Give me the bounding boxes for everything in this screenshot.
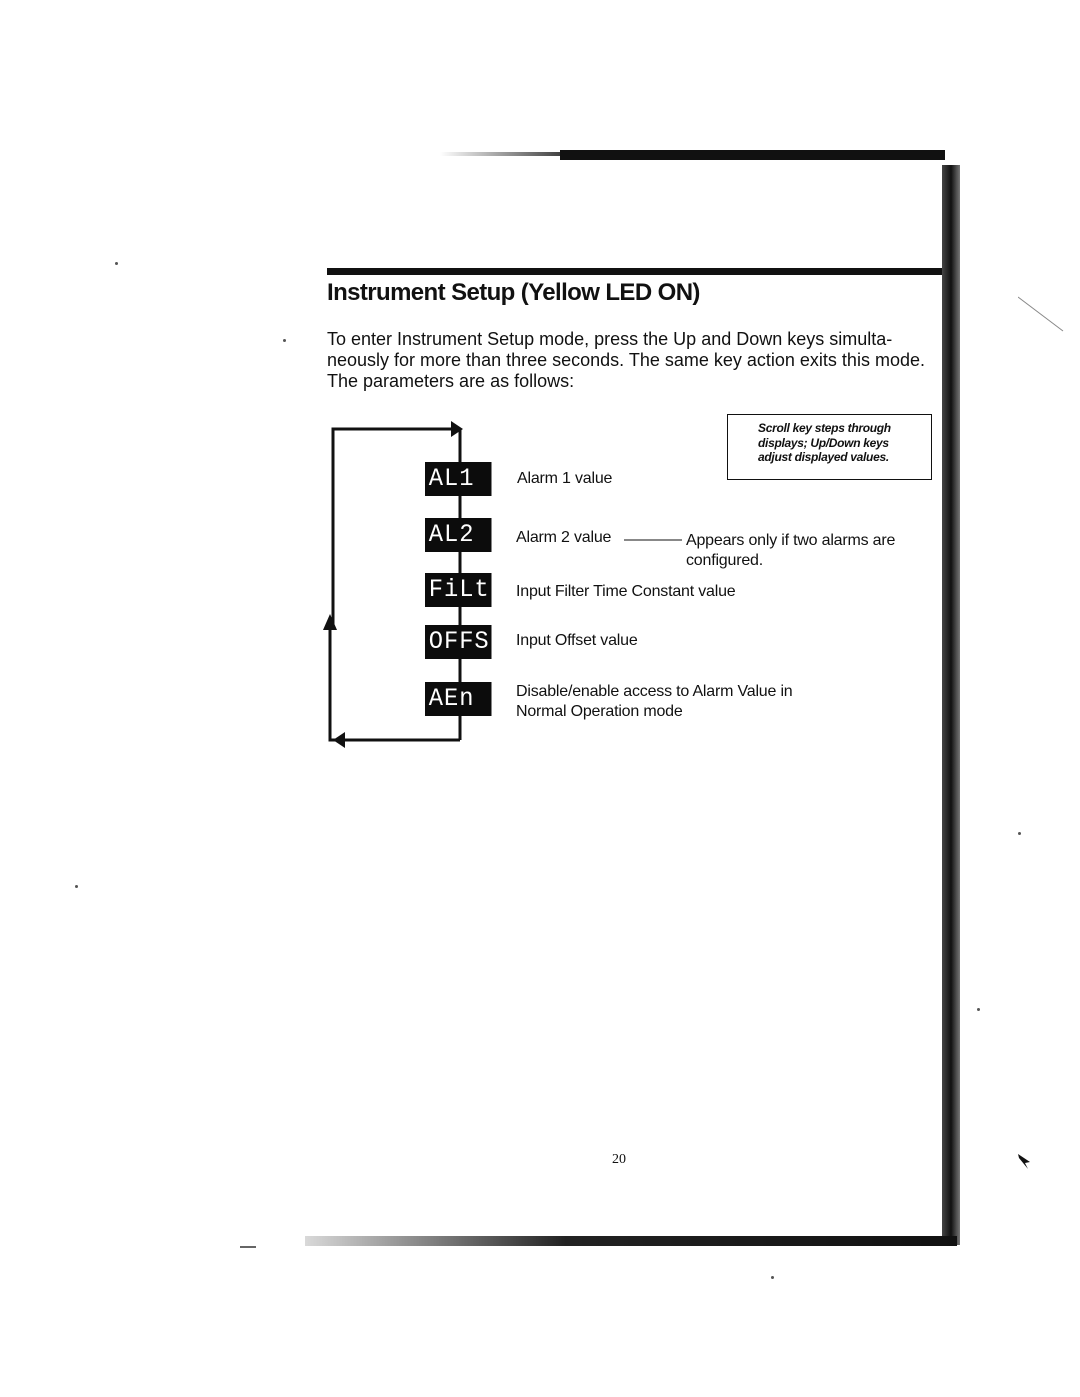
arrow-left-icon xyxy=(333,732,345,748)
page-title: Instrument Setup (Yellow LED ON) xyxy=(327,279,700,306)
note-line: adjust displayed values. xyxy=(758,450,889,464)
note-line: displays; Up/Down keys xyxy=(758,435,889,450)
label-line: Normal Operation mode xyxy=(516,703,683,720)
bottom-scan-edge xyxy=(305,1236,957,1246)
connector-line xyxy=(624,538,682,542)
scroll-key-note xyxy=(727,414,932,480)
display-filt: FiLt xyxy=(425,573,492,607)
intro-paragraph xyxy=(327,329,967,392)
note-line: Appears only if two alarms are xyxy=(686,532,896,549)
intro-line: neously for more than three seconds. The same key action exits this mode. xyxy=(327,350,925,370)
label-alarm1: Alarm 1 value xyxy=(517,470,613,487)
heading-rule xyxy=(327,268,942,275)
display-al1: AL1 xyxy=(425,462,492,496)
arrow-right-icon xyxy=(451,421,463,437)
scan-speck xyxy=(115,262,118,265)
note-line: configured. xyxy=(686,552,763,569)
label-line: Disable/enable access to Alarm Value in xyxy=(516,683,793,700)
note-line: Scroll key steps through xyxy=(758,421,891,435)
scan-artifact xyxy=(440,152,570,156)
label-offset: Input Offset value xyxy=(516,632,638,649)
display-aen: AEn xyxy=(425,682,492,716)
arrow-up-icon xyxy=(323,614,337,630)
label-alarm2-note xyxy=(686,531,895,571)
scan-speck xyxy=(1018,832,1021,835)
scan-artifact xyxy=(240,1246,256,1248)
page-number: 20 xyxy=(612,1152,626,1167)
display-offs: OFFS xyxy=(425,625,492,659)
display-al2: AL2 xyxy=(425,518,492,552)
label-alarm2: Alarm 2 value xyxy=(516,529,612,546)
top-scan-edge xyxy=(560,150,945,160)
label-filter: Input Filter Time Constant value xyxy=(516,583,736,600)
page-edge-shadow xyxy=(942,165,960,1245)
scan-stroke xyxy=(1018,295,1068,335)
scan-speck xyxy=(771,1276,774,1279)
intro-line: The parameters are as follows: xyxy=(327,371,575,391)
label-aen xyxy=(516,682,793,722)
scan-speck xyxy=(977,1008,980,1011)
intro-line: To enter Instrument Setup mode, press the Up and Down keys simulta- xyxy=(327,329,893,349)
cursor-artifact xyxy=(1016,1152,1032,1170)
scan-speck xyxy=(75,885,78,888)
scan-speck xyxy=(283,339,286,342)
